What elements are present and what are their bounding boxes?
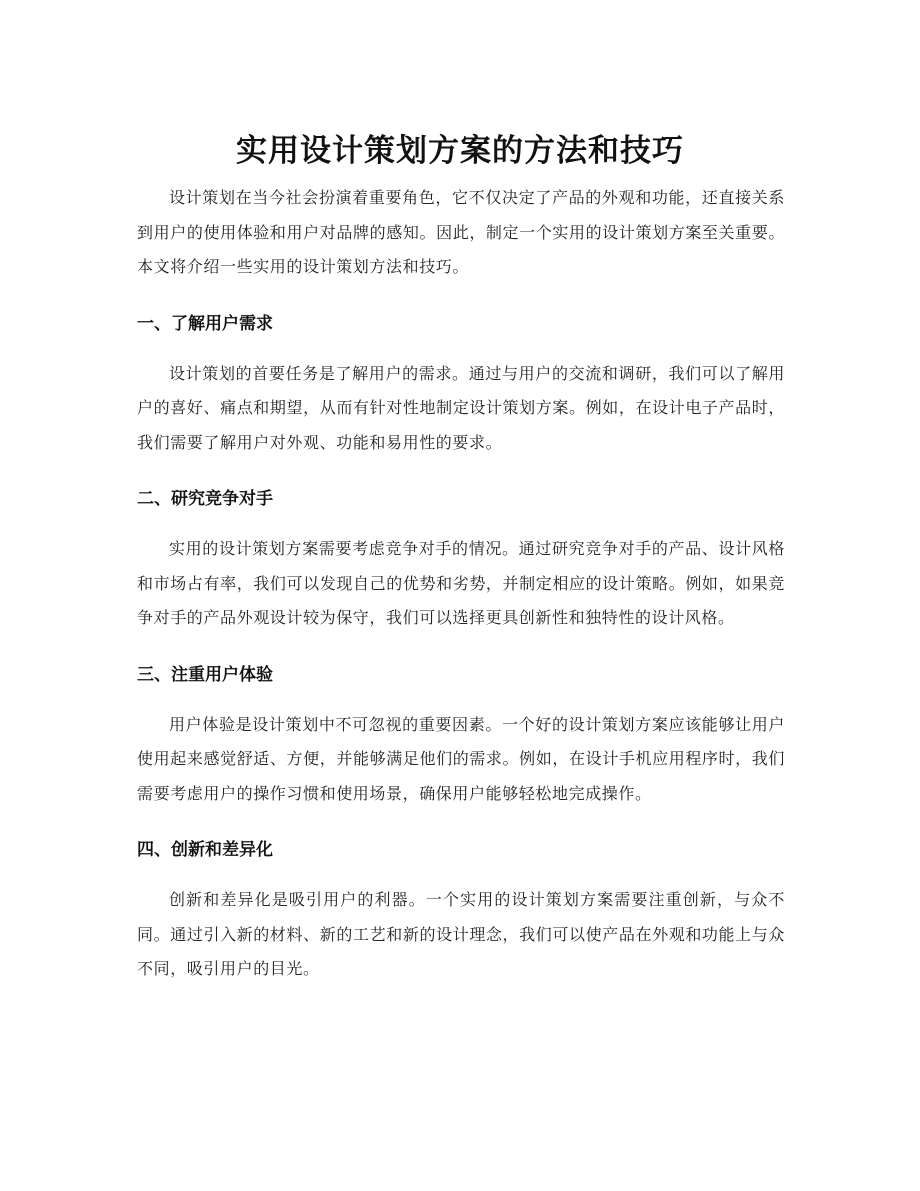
section-heading-3: 三、注重用户体验 [137, 664, 273, 685]
section-body-1: 设计策划的首要任务是了解用户的需求。通过与用户的交流和调研，我们可以了解用户的喜好、痛点和期望，从而有针对性地制定设计策划方案。例如，在设计电子产品时，我们需要了解用户对外观、功能和易用性的要求。 [137, 363, 785, 452]
section-heading-2: 二、研究竞争对手 [137, 489, 273, 509]
document-title: 实用设计策划方案的方法和技巧 [236, 132, 684, 169]
intro-paragraph: 设计策划在当今社会扮演着重要角色，它不仅决定了产品的外观和功能，还直接关系到用户的使用体验和用户对品牌的感知。因此，制定一个实用的设计策划方案至关重要。本文将介绍一些实用的设计策划方法和技巧。 [137, 188, 785, 276]
section-body-2: 实用的设计策划方案需要考虑竞争对手的情况。通过研究竞争对手的产品、设计风格和市场占有率，我们可以发现自己的优势和劣势，并制定相应的设计策略。例如，如果竞争对手的产品外观设计较为保守，我们可以选择更具创新性和独特性的设计风格。 [137, 539, 785, 627]
section-heading-1: 一、了解用户需求 [137, 313, 273, 334]
section-body-4: 创新和差异化是吸引用户的利器。一个实用的设计策划方案需要注重创新，与众不同。通过引入新的材料、新的工艺和新的设计理念，我们可以使产品在外观和功能上与众不同，吸引用户的目光。 [137, 890, 785, 978]
section-body-3: 用户体验是设计策划中不可忽视的重要因素。一个好的设计策划方案应该能够让用户使用起来感觉舒适、方便，并能够满足他们的需求。例如，在设计手机应用程序时，我们需要考虑用户的操作习惯和使用场景，确保用户能够轻松地完成操作。 [137, 714, 785, 803]
section-heading-4: 四、创新和差异化 [137, 840, 273, 860]
document-body [137, 181, 785, 987]
